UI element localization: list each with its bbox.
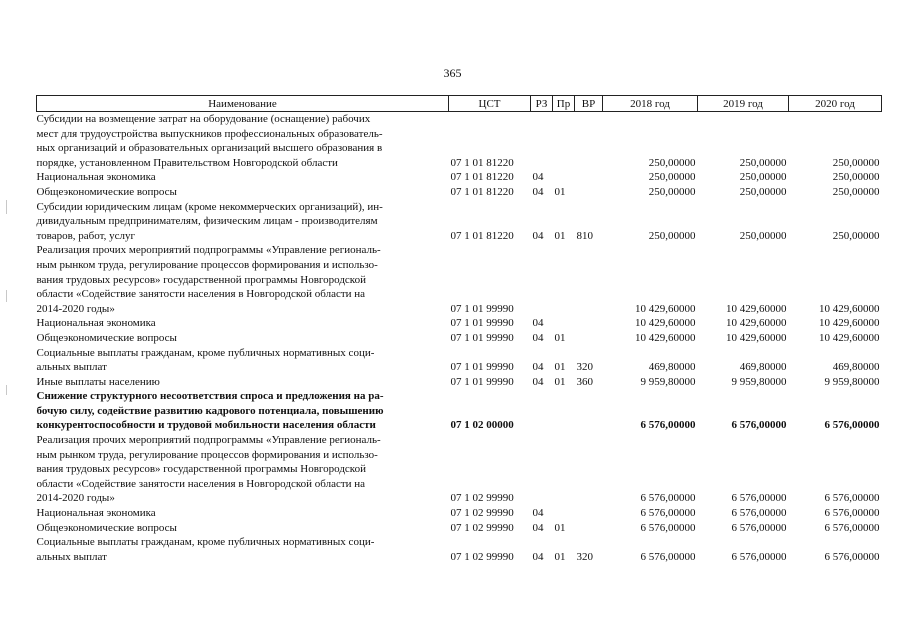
cell-2020: 250,00000 bbox=[832, 229, 880, 242]
cell-pr: 01 bbox=[554, 521, 566, 534]
cell-cst: 07 1 02 99990 bbox=[450, 550, 514, 563]
cell-2018: 10 429,60000 bbox=[635, 331, 696, 344]
cell-rz: 04 bbox=[532, 317, 544, 330]
name-line: бочую силу, содействие развитию кадрового потенциала, повышению bbox=[36, 404, 384, 417]
cell-cst: 07 1 01 99990 bbox=[450, 375, 514, 388]
name-line: вания трудовых ресурсов» государственной программы Новгородской bbox=[36, 463, 366, 476]
cell-vr bbox=[575, 389, 603, 433]
cell-pr: 01 bbox=[554, 229, 566, 242]
cell-2018: 6 576,00000 bbox=[640, 550, 696, 563]
name-line: Субсидии на возмещение затрат на оборудование (оснащение) рабочих bbox=[36, 113, 371, 125]
cell-2018: 6 576,00000 bbox=[640, 507, 696, 520]
scan-artifact bbox=[6, 385, 7, 395]
header-pr: Пр bbox=[553, 96, 575, 112]
cell-name bbox=[37, 331, 449, 346]
header-2019: 2019 год bbox=[698, 96, 789, 112]
cell-vr: 320 bbox=[576, 550, 593, 563]
cell-2018: 10 429,60000 bbox=[635, 317, 696, 330]
table-row bbox=[37, 535, 882, 564]
cell-rz: 04 bbox=[532, 185, 544, 198]
cell-2020: 6 576,00000 bbox=[824, 521, 880, 534]
table-row bbox=[37, 170, 882, 185]
cell-cst: 07 1 01 99990 bbox=[450, 317, 514, 330]
cell-vr bbox=[575, 243, 603, 316]
cell-2020: 469,80000 bbox=[832, 361, 880, 374]
table-row bbox=[37, 389, 882, 433]
name-line: области «Содействие занятости населения в Новгородской области на bbox=[36, 288, 366, 301]
cell-2019: 250,00000 bbox=[739, 171, 787, 184]
name-line: альных выплат bbox=[36, 361, 107, 374]
budget-table bbox=[36, 95, 882, 564]
cell-cst: 07 1 01 99990 bbox=[450, 361, 514, 374]
cell-pr: 01 bbox=[554, 375, 566, 388]
cell-name bbox=[37, 112, 449, 171]
scan-artifact bbox=[6, 290, 7, 302]
name-line: альных выплат bbox=[36, 550, 107, 563]
cell-2018: 6 576,00000 bbox=[640, 419, 696, 432]
cell-2019: 10 429,60000 bbox=[726, 331, 787, 344]
name-line: дивидуальным предпринимателям, физическим лицам - производителям bbox=[36, 215, 378, 228]
name-line: области «Содействие занятости населения в Новгородской области на bbox=[36, 477, 366, 490]
cell-2020: 6 576,00000 bbox=[824, 492, 880, 505]
table-row bbox=[37, 331, 882, 346]
cell-2019: 250,00000 bbox=[739, 156, 787, 169]
name-line: Иные выплаты населению bbox=[36, 375, 160, 388]
name-line: товаров, работ, услуг bbox=[36, 229, 135, 242]
cell-vr: 320 bbox=[576, 361, 593, 374]
cell-vr bbox=[575, 170, 603, 185]
cell-2019: 9 959,80000 bbox=[731, 375, 787, 388]
name-line: Снижение структурного несоответствия спроса и предложения на ра- bbox=[36, 390, 384, 403]
header-2020: 2020 год bbox=[789, 96, 882, 112]
table-body bbox=[37, 112, 882, 565]
table-row bbox=[37, 243, 882, 316]
cell-pr bbox=[553, 112, 575, 171]
cell-2020: 10 429,60000 bbox=[819, 331, 880, 344]
cell-name bbox=[37, 243, 449, 316]
cell-vr: 810 bbox=[576, 229, 593, 242]
table-row bbox=[37, 112, 882, 171]
cell-pr: 01 bbox=[554, 550, 566, 563]
cell-2019: 6 576,00000 bbox=[731, 550, 787, 563]
name-line: Социальные выплаты гражданам, кроме публичных нормативных соци- bbox=[36, 536, 375, 549]
scan-artifact bbox=[6, 200, 7, 214]
cell-pr bbox=[553, 170, 575, 185]
name-line: Национальная экономика bbox=[36, 317, 156, 330]
cell-pr bbox=[553, 316, 575, 331]
cell-name bbox=[37, 316, 449, 331]
name-line: мест для трудоустройства выпускников профессиональных образователь- bbox=[36, 127, 383, 140]
cell-2019: 10 429,60000 bbox=[726, 302, 787, 315]
cell-vr bbox=[575, 433, 603, 506]
cell-2020: 250,00000 bbox=[832, 171, 880, 184]
cell-name bbox=[37, 185, 449, 200]
cell-2018: 250,00000 bbox=[648, 229, 696, 242]
header-rz: РЗ bbox=[531, 96, 553, 112]
cell-2018: 10 429,60000 bbox=[635, 302, 696, 315]
name-line: Общеэкономические вопросы bbox=[36, 331, 177, 344]
cell-2019: 250,00000 bbox=[739, 229, 787, 242]
cell-pr: 01 bbox=[554, 185, 566, 198]
cell-cst: 07 1 01 81220 bbox=[450, 156, 514, 169]
cell-name bbox=[37, 535, 449, 564]
cell-pr bbox=[553, 389, 575, 433]
table-row bbox=[37, 521, 882, 536]
table-row bbox=[37, 200, 882, 244]
cell-pr bbox=[553, 243, 575, 316]
cell-rz: 04 bbox=[532, 361, 544, 374]
cell-pr bbox=[553, 433, 575, 506]
cell-name bbox=[37, 346, 449, 375]
cell-name bbox=[37, 433, 449, 506]
cell-name bbox=[37, 389, 449, 433]
name-line: ным рынком труда, регулирование процессов формирования и использо- bbox=[36, 258, 378, 271]
cell-name bbox=[37, 375, 449, 390]
name-line: 2014-2020 годы» bbox=[36, 492, 115, 505]
cell-rz: 04 bbox=[532, 229, 544, 242]
name-line: 2014-2020 годы» bbox=[36, 302, 115, 315]
cell-2018: 250,00000 bbox=[648, 185, 696, 198]
name-line: Реализация прочих мероприятий подпрограммы «Управление региональ- bbox=[36, 244, 381, 257]
header-vr: ВР bbox=[575, 96, 603, 112]
cell-rz bbox=[531, 112, 553, 171]
cell-cst: 07 1 02 99990 bbox=[450, 492, 514, 505]
cell-2018: 9 959,80000 bbox=[640, 375, 696, 388]
header-name: Наименование bbox=[37, 96, 449, 112]
cell-cst: 07 1 01 81220 bbox=[450, 171, 514, 184]
cell-pr: 01 bbox=[554, 331, 566, 344]
cell-cst: 07 1 01 81220 bbox=[450, 185, 514, 198]
cell-name bbox=[37, 200, 449, 244]
cell-2018: 469,80000 bbox=[648, 361, 696, 374]
table-row bbox=[37, 506, 882, 521]
cell-2020: 9 959,80000 bbox=[824, 375, 880, 388]
table-row bbox=[37, 433, 882, 506]
cell-pr bbox=[553, 506, 575, 521]
name-line: ным рынком труда, регулирование процессов формирования и использо- bbox=[36, 448, 378, 461]
cell-vr bbox=[575, 316, 603, 331]
cell-rz: 04 bbox=[532, 375, 544, 388]
cell-cst: 07 1 02 99990 bbox=[450, 521, 514, 534]
cell-2019: 250,00000 bbox=[739, 185, 787, 198]
cell-2020: 250,00000 bbox=[832, 156, 880, 169]
name-line: ных организаций и образовательных организаций высшего образования в bbox=[36, 142, 383, 155]
cell-2018: 250,00000 bbox=[648, 156, 696, 169]
table-row bbox=[37, 316, 882, 331]
cell-pr: 01 bbox=[554, 361, 566, 374]
cell-cst: 07 1 02 00000 bbox=[450, 419, 514, 432]
cell-2019: 469,80000 bbox=[739, 361, 787, 374]
cell-2019: 6 576,00000 bbox=[731, 492, 787, 505]
table-header-row bbox=[37, 96, 882, 112]
table-row bbox=[37, 375, 882, 390]
cell-cst: 07 1 02 99990 bbox=[450, 507, 514, 520]
cell-2018: 250,00000 bbox=[648, 171, 696, 184]
cell-2020: 6 576,00000 bbox=[824, 419, 880, 432]
cell-vr bbox=[575, 331, 603, 346]
name-line: Общеэкономические вопросы bbox=[36, 521, 177, 534]
cell-2019: 6 576,00000 bbox=[731, 419, 787, 432]
name-line: Субсидии юридическим лицам (кроме некоммерческих организаций), ин- bbox=[36, 200, 383, 213]
cell-name bbox=[37, 521, 449, 536]
cell-2018: 6 576,00000 bbox=[640, 492, 696, 505]
header-2018: 2018 год bbox=[603, 96, 698, 112]
cell-rz bbox=[531, 243, 553, 316]
cell-rz: 04 bbox=[532, 171, 544, 184]
name-line: Национальная экономика bbox=[36, 171, 156, 184]
page-number: 365 bbox=[443, 66, 462, 80]
cell-2019: 6 576,00000 bbox=[731, 507, 787, 520]
cell-rz: 04 bbox=[532, 521, 544, 534]
name-line: Социальные выплаты гражданам, кроме публичных нормативных соци- bbox=[36, 346, 375, 359]
cell-vr bbox=[575, 521, 603, 536]
cell-2018: 6 576,00000 bbox=[640, 521, 696, 534]
cell-2020: 10 429,60000 bbox=[819, 302, 880, 315]
name-line: Национальная экономика bbox=[36, 507, 156, 520]
cell-rz: 04 bbox=[532, 331, 544, 344]
name-line: Общеэкономические вопросы bbox=[36, 185, 177, 198]
name-line: порядке, установленном Правительством Новгородской области bbox=[36, 156, 338, 169]
table-row bbox=[37, 185, 882, 200]
name-line: вания трудовых ресурсов» государственной программы Новгородской bbox=[36, 273, 366, 286]
cell-2020: 6 576,00000 bbox=[824, 550, 880, 563]
cell-rz: 04 bbox=[532, 507, 544, 520]
cell-cst: 07 1 01 99990 bbox=[450, 302, 514, 315]
cell-vr: 360 bbox=[576, 375, 593, 388]
cell-rz bbox=[531, 433, 553, 506]
cell-2020: 250,00000 bbox=[832, 185, 880, 198]
cell-vr bbox=[575, 112, 603, 171]
cell-rz bbox=[531, 389, 553, 433]
cell-name bbox=[37, 170, 449, 185]
cell-2019: 6 576,00000 bbox=[731, 521, 787, 534]
header-cst: ЦСТ bbox=[449, 96, 531, 112]
cell-cst: 07 1 01 81220 bbox=[450, 229, 514, 242]
table-row bbox=[37, 346, 882, 375]
cell-2020: 10 429,60000 bbox=[819, 317, 880, 330]
cell-cst: 07 1 01 99990 bbox=[450, 331, 514, 344]
cell-vr bbox=[575, 506, 603, 521]
cell-rz: 04 bbox=[532, 550, 544, 563]
cell-2020: 6 576,00000 bbox=[824, 507, 880, 520]
cell-vr bbox=[575, 185, 603, 200]
cell-name bbox=[37, 506, 449, 521]
cell-2019: 10 429,60000 bbox=[726, 317, 787, 330]
name-line: Реализация прочих мероприятий подпрограммы «Управление региональ- bbox=[36, 434, 381, 447]
name-line: конкурентоспособности и трудовой мобильности населения области bbox=[36, 419, 376, 432]
